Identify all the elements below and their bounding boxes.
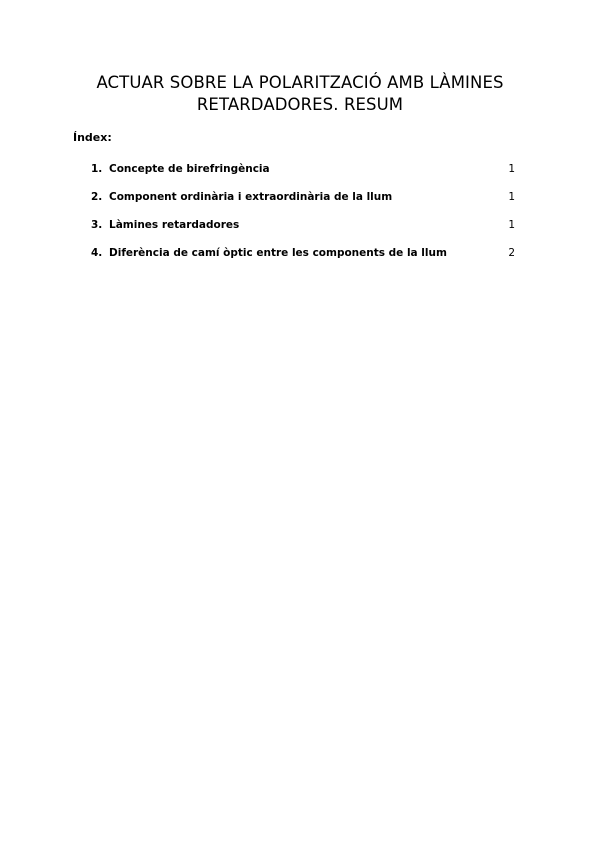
- toc-entry: [91, 160, 517, 188]
- toc-entry-page: 1: [508, 163, 515, 175]
- title-line-2: RETARDADORES. RESUM: [196, 95, 404, 114]
- document-title: [40, 72, 560, 116]
- toc-entry-label: Component ordinària i extraordinària de la llum: [109, 191, 393, 203]
- toc-entry-label: Diferència de camí òptic entre les components de la llum: [109, 247, 447, 259]
- toc-entry: [91, 216, 517, 244]
- toc-entry: [91, 188, 517, 216]
- index-heading: Índex:: [73, 131, 112, 144]
- toc-entry-page: 1: [508, 191, 515, 203]
- table-of-contents: [91, 160, 517, 272]
- toc-entry-label: Concepte de birefringència: [109, 163, 270, 175]
- toc-entry-page: 1: [508, 219, 515, 231]
- toc-entry-number: 4.: [91, 247, 103, 259]
- toc-entry-number: 3.: [91, 219, 103, 231]
- title-line-1: ACTUAR SOBRE LA POLARITZACIÓ AMB LÀMINES: [96, 73, 504, 92]
- toc-entry-label: Làmines retardadores: [109, 219, 240, 231]
- toc-entry-page: 2: [508, 247, 515, 259]
- toc-entry-number: 1.: [91, 163, 103, 175]
- toc-entry: [91, 244, 517, 272]
- toc-entry-number: 2.: [91, 191, 103, 203]
